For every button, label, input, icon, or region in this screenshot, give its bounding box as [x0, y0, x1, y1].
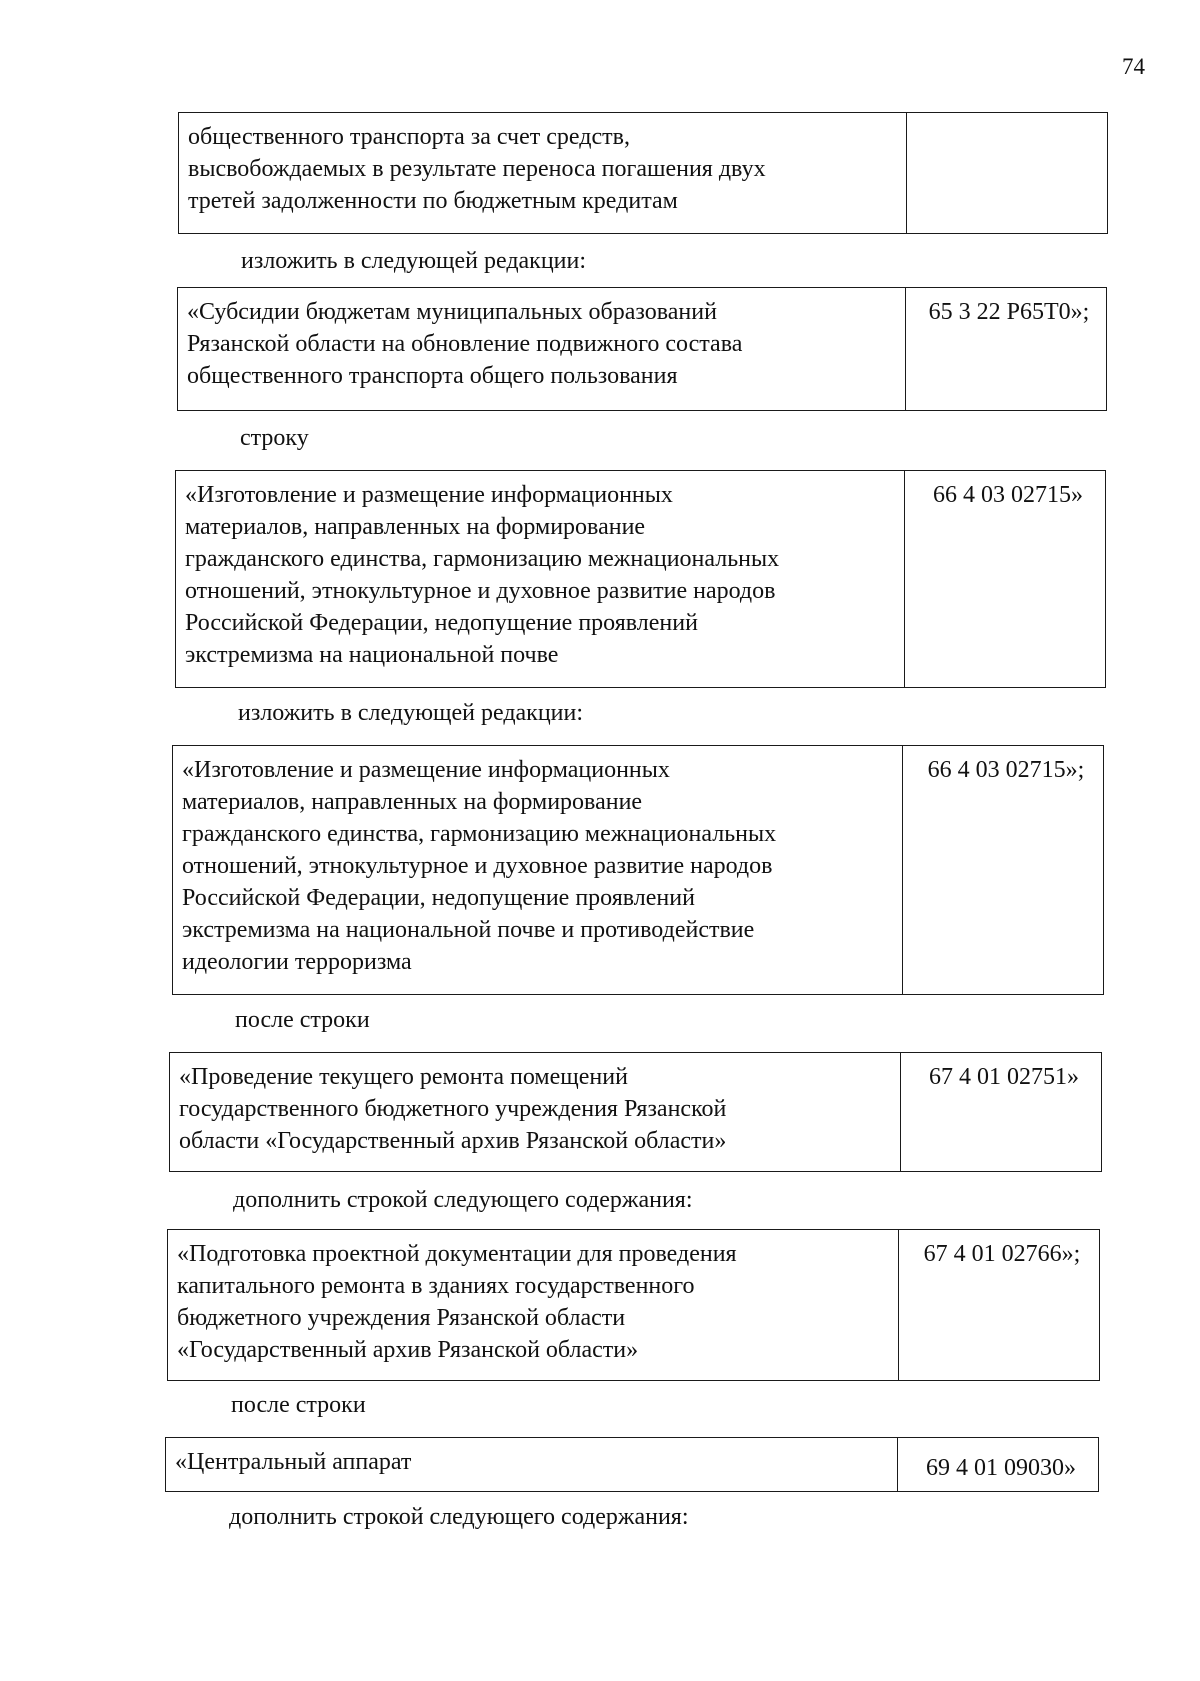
- row-description: «Субсидии бюджетам муниципальных образований Рязанской области на обновление подвижного состава общественного транспорта общего пользования: [178, 288, 906, 410]
- instruction-text: изложить в следующей редакции:: [241, 248, 587, 274]
- table-row: [172, 745, 1104, 995]
- table-row: [165, 1437, 1099, 1492]
- instruction-text: дополнить строкой следующего содержания:: [229, 1504, 689, 1530]
- row-code: 66 4 03 02715»;: [927, 757, 1085, 783]
- page-number: 74: [1122, 54, 1145, 79]
- table-row: [169, 1052, 1102, 1172]
- instruction-text: после строки: [235, 1007, 370, 1033]
- table-row: [178, 112, 1108, 234]
- row-code: 66 4 03 02715»: [933, 482, 1083, 508]
- row-code: 67 4 01 02751»: [929, 1064, 1079, 1090]
- row-description: общественного транспорта за счет средств, высвобождаемых в результате переноса погашения двух третей задолженности по бюджетным кредитам: [179, 113, 907, 233]
- row-description: «Изготовление и размещение информационных материалов, направленных на формирование гражданского единства, гармонизацию межнациональных отношений, этнокультурное и духовное развитие народов Российской Федерации, недопущение проявлений экстремизма на национальной почве: [176, 471, 905, 687]
- row-code: 69 4 01 09030»: [926, 1455, 1076, 1481]
- row-description: «Центральный аппарат: [166, 1438, 898, 1491]
- row-code: 65 3 22 Р65Т0»;: [928, 299, 1090, 325]
- row-description: «Подготовка проектной документации для проведения капитального ремонта в зданиях государственного бюджетного учреждения Рязанской области «Государственный архив Рязанской области»: [168, 1230, 899, 1380]
- instruction-text: после строки: [231, 1392, 366, 1418]
- table-row: [175, 470, 1106, 688]
- row-description: «Изготовление и размещение информационных материалов, направленных на формирование гражданского единства, гармонизацию межнациональных отношений, этнокультурное и духовное развитие народов Российской Федерации, недопущение проявлений экстремизма на национальной почве и противодействие идеологии терроризма: [173, 746, 903, 994]
- instruction-text: изложить в следующей редакции:: [238, 700, 584, 726]
- row-code: [907, 113, 1107, 233]
- row-description: «Проведение текущего ремонта помещений государственного бюджетного учреждения Рязанской области «Государственный архив Рязанской области»: [170, 1053, 901, 1171]
- instruction-text: дополнить строкой следующего содержания:: [233, 1187, 693, 1213]
- row-code: 67 4 01 02766»;: [923, 1241, 1081, 1267]
- instruction-text: строку: [240, 425, 309, 451]
- table-row: [167, 1229, 1100, 1381]
- table-row: [177, 287, 1107, 411]
